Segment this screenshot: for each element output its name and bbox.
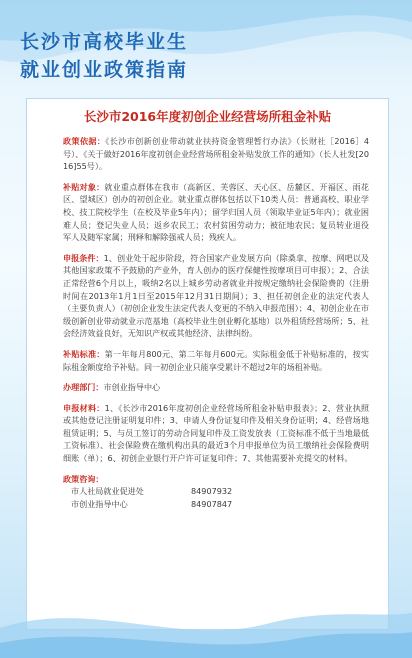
contact-section [49, 473, 369, 511]
standard-label: 补贴标准： [63, 348, 105, 359]
conditions-text: 1、创业处于起步阶段，符合国家产业发展方向（除桑拿、按摩、网吧以及其他国家政策不予鼓励的产业外，育人创办的医疗保健性按摩项目可申报）；2、合法正常经营6个月以上，吸纳2名以上城乡劳动者就业并按规定缴纳社会保险费的（注册时间在2013年1月1日至2015年12月31日期间）；3、担任初创企业的法定代表人（主要负责人）（初创企业发生法定代表人变更的不纳入申报范围）；4、初创企业在市级创新创业带动就业示范基地（高校毕业生创业孵化基地）以外租赁经营场所；5、社会经济效益良好，无知识产权或其他经济、法律纠纷。 [63, 252, 369, 339]
materials-section [49, 402, 369, 465]
policy-basis-text: 《长沙市创新创业带动就业扶持资金管理暂行办法》（长财社［2016］4号）、《关于做好2016年度初创企业经营场所租金补贴发放工作的通知》（长人社发[2016]55号）。 [63, 136, 369, 172]
contact-org: 市人社局就业促进处 [71, 486, 144, 497]
contact-phone: 84907932 [191, 486, 233, 497]
department-label: 办理部门： [63, 382, 104, 393]
page-title [20, 28, 188, 84]
standard-text: 第一年每月800元、第二年每月600元。实际租金低于补贴标准的，按实际租金额度给予补贴。同一初创企业只能享受累计不超过2年的场租补贴。 [63, 348, 369, 372]
policy-title: 长沙市2016年度初创企业经营场所租金补贴 [83, 109, 332, 124]
department-text: 市创业指导中心 [103, 382, 161, 393]
title-line-2: 就业创业政策指南 [20, 59, 189, 81]
department-section [49, 381, 369, 394]
conditions-section [49, 252, 369, 340]
contact-phone: 84907847 [191, 498, 233, 509]
conditions-label: 申报条件： [63, 252, 104, 263]
subsidy-targets-text: 就业重点群体在我市（高新区、芙蓉区、天心区、岳麓区、开福区、雨花区、望城区）创办的初创企业。就业重点群体包括以下10类人员：普通高校、职业学校、技工院校学生（在校及毕业5年内）；留学归国人员（领取毕业证5年内）；就业困难人员；登记失业人员；返乡农民工；农村贫困劳动力；被征地农民；复员转业退役军人及随军家属；刑释和解除强戒人员；残疾人。 [63, 181, 369, 243]
subsidy-targets-label: 补贴对象： [63, 181, 105, 192]
title-line-1: 长沙市高校毕业生 [20, 31, 189, 53]
contact-org: 市创业指导中心 [71, 498, 128, 509]
materials-text: 1、《长沙市2016年度初创企业经营场所租金补贴申报表》；2、营业执照或其他登记注册证明复印件；3、申请人身份证复印件及相关身份证明；4、经营场地租赁证明；5、与员工签订的劳动合同复印件及工资发放表（工资标准不低于当地最低工资标准）、社会保险费在缴机构出具的最近3个月申报单位为员工缴纳社会保险费明细账（单）；6、初创企业银行开户许可证复印件；7、其他需要补充提交的材料。 [63, 402, 369, 464]
policy-panel [26, 98, 389, 630]
contact-row [63, 485, 369, 498]
policy-basis-section [49, 135, 369, 173]
subsidy-targets-section [49, 181, 369, 244]
policy-basis-label: 政策依据： [63, 136, 106, 146]
policy-body [49, 135, 369, 518]
contact-label: 政策咨询： [63, 473, 104, 484]
contact-row [63, 498, 369, 511]
footer-wave-decoration [0, 588, 412, 658]
standard-section [49, 348, 369, 373]
materials-label: 申报材料： [63, 402, 105, 413]
